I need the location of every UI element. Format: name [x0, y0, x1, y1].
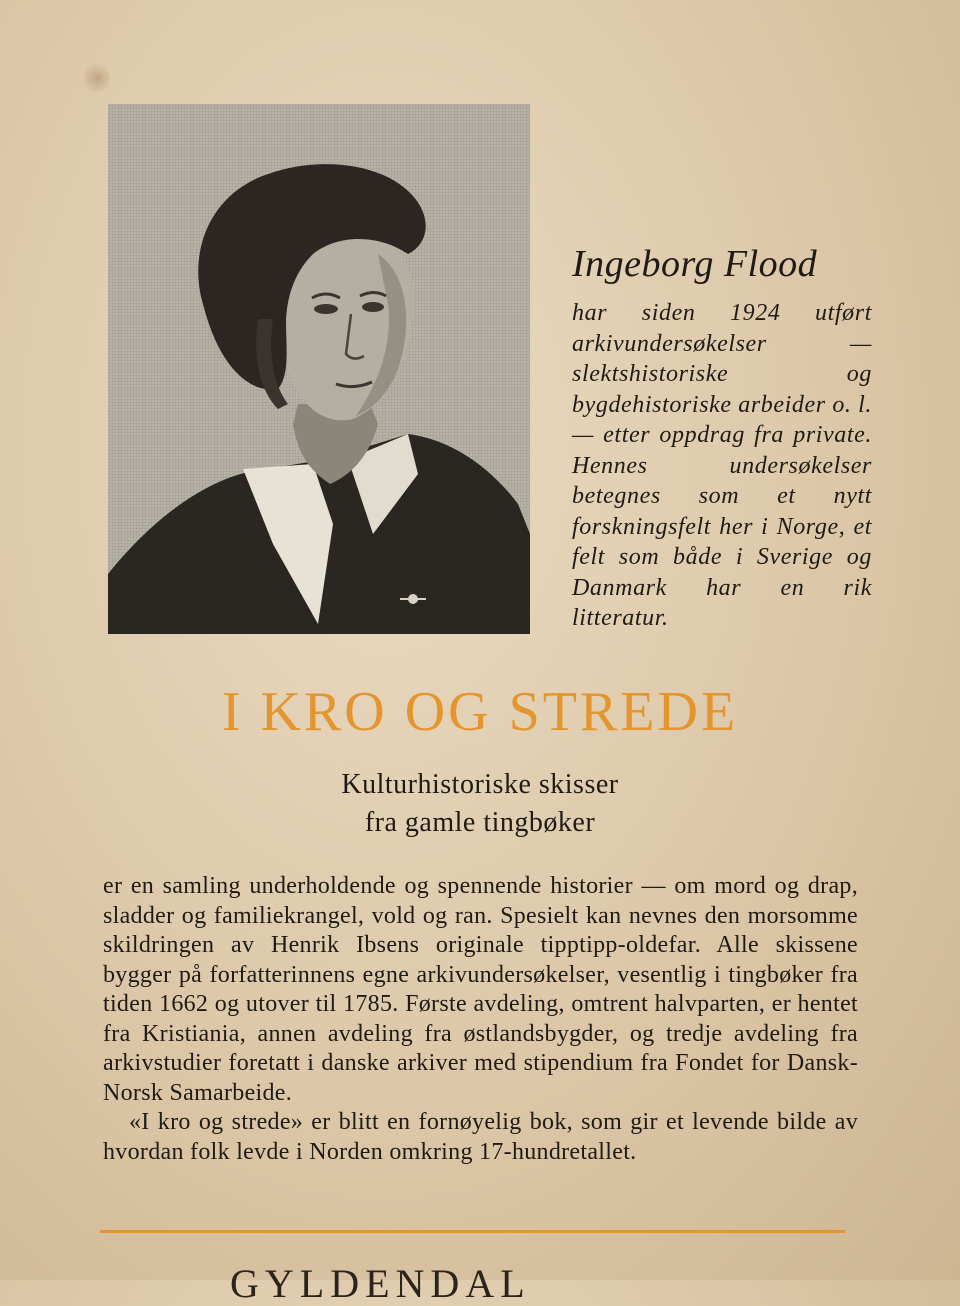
author-portrait-photo: [108, 104, 530, 634]
publisher-name-cropped: [230, 1261, 531, 1306]
subtitle-line-2: fra gamle tingbøker: [364, 807, 596, 838]
subtitle-line-1: Kulturhistoriske skisser: [341, 769, 619, 800]
book-title: I KRO OG STREDE: [221, 681, 739, 743]
publisher-name: GYLDENDAL: [230, 1261, 531, 1306]
description-paragraph-2: «I kro og strede» er blitt en fornøyelig bok, som gir et levende bilde av hvordan folk levde i Norden omkring 17-hundretallet.: [103, 1109, 858, 1165]
author-bio-block: [572, 240, 872, 634]
book-subtitle: [0, 766, 960, 842]
orange-divider-rule: [100, 1230, 845, 1233]
author-bio-text: har siden 1924 utført arkivundersøkelser — slektshistoriske og bygdehistoriske arbeider o. l. — etter oppdrag fra private. Hennes undersøkelser betegnes som et nytt forskningsfelt her i Norge, et felt som både i Sverige og Danmark har en rik litteratur.: [572, 300, 872, 631]
book-description: [103, 872, 858, 1167]
paper-stain: [84, 60, 110, 96]
portrait-illustration: [108, 104, 530, 634]
author-name: Ingeborg Flood: [572, 243, 818, 285]
description-paragraph-1: er en samling underholdende og spennende historier — om mord og drap, sladder og familiekrangel, vold og ran. Spesielt kan nevnes den morsomme skildringen av Henrik Ibsens originale tipptipp-oldefar. Alle skissene bygger på forfatterinnens egne arkivundersøkelser, vesentlig i tingbøker fra tiden 1662 og utover til 1785. Første avdeling, omtrent halvparten, er hentet fra Kristiania, annen avdeling fra østlandsbygder, og tredje avdeling fra arkivstudier foretatt i danske arkiver med stipendium fra Fondet for Dansk-Norsk Samarbeide.: [103, 873, 858, 1106]
